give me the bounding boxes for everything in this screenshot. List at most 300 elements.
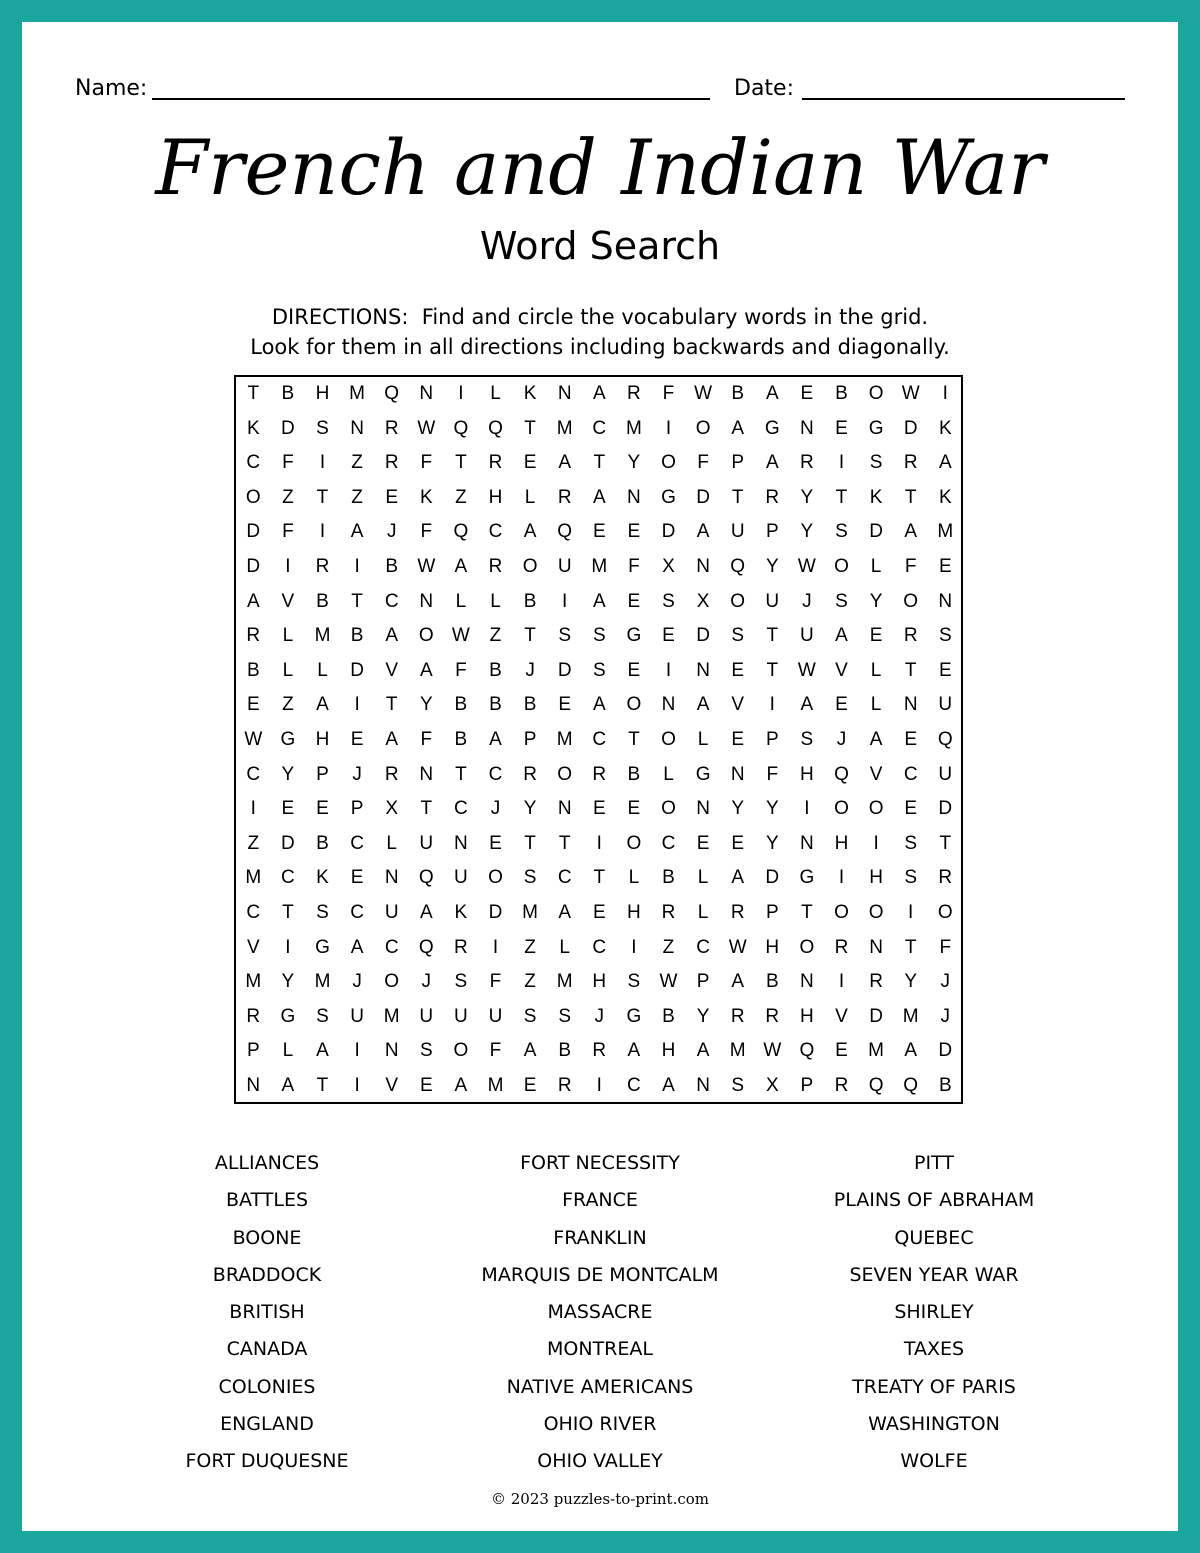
grid-letter[interactable]: O (868, 902, 884, 923)
grid-letter[interactable]: E (835, 1040, 848, 1062)
grid-letter[interactable]: A (316, 694, 329, 716)
grid-letter[interactable]: L (870, 694, 882, 716)
grid-letter[interactable]: D (246, 556, 261, 577)
grid-letter[interactable]: N (696, 556, 710, 577)
grid-letter[interactable]: E (489, 832, 502, 854)
grid-letter[interactable]: Z (351, 486, 363, 508)
grid-letter[interactable]: A (904, 521, 918, 543)
grid-letter[interactable]: X (696, 590, 710, 612)
grid-letter[interactable]: I (458, 383, 464, 404)
grid-letter[interactable]: U (557, 556, 572, 577)
grid-letter[interactable]: B (523, 590, 537, 612)
grid-letter[interactable]: D (765, 867, 780, 889)
grid-letter[interactable]: M (556, 971, 573, 993)
grid-letter[interactable]: A (419, 902, 433, 923)
grid-letter[interactable]: B (558, 1040, 572, 1062)
grid-letter[interactable]: O (730, 590, 746, 612)
grid-letter[interactable]: C (592, 729, 607, 750)
grid-letter[interactable]: R (246, 1005, 261, 1027)
grid-letter[interactable]: L (870, 556, 882, 577)
grid-letter[interactable]: V (246, 936, 260, 958)
grid-letter[interactable]: F (282, 452, 294, 474)
grid-letter[interactable]: S (904, 832, 918, 854)
grid-letter[interactable]: A (385, 625, 399, 647)
grid-letter[interactable]: R (834, 936, 849, 958)
grid-letter[interactable]: D (869, 521, 883, 543)
grid-letter[interactable]: W (728, 936, 747, 958)
grid-letter[interactable]: J (352, 763, 362, 785)
grid-letter[interactable]: S (558, 625, 572, 647)
grid-letter[interactable]: T (835, 486, 848, 508)
grid-letter[interactable]: M (556, 417, 573, 439)
grid-letter[interactable]: C (627, 1075, 641, 1096)
grid-letter[interactable]: E (627, 521, 641, 543)
grid-letter[interactable]: Y (800, 521, 814, 543)
grid-letter[interactable]: Y (765, 798, 779, 820)
grid-letter[interactable]: T (282, 902, 294, 923)
grid-letter[interactable]: S (938, 625, 952, 647)
grid-letter[interactable]: O (245, 486, 261, 508)
grid-letter[interactable]: N (419, 763, 434, 785)
grid-letter[interactable]: P (523, 729, 537, 750)
grid-letter[interactable]: N (661, 694, 676, 716)
grid-letter[interactable]: H (315, 729, 330, 750)
grid-letter[interactable]: X (765, 1075, 779, 1096)
grid-letter[interactable]: L (524, 486, 536, 508)
grid-letter[interactable]: E (627, 659, 641, 681)
grid-letter[interactable]: I (838, 867, 845, 889)
grid-letter[interactable]: P (350, 798, 364, 820)
grid-letter[interactable]: I (562, 590, 568, 612)
grid-letter[interactable]: F (904, 556, 917, 577)
grid-letter[interactable]: A (350, 936, 364, 958)
grid-letter[interactable]: S (454, 971, 468, 993)
grid-letter[interactable]: O (661, 729, 676, 750)
grid-letter[interactable]: B (385, 556, 399, 577)
grid-letter[interactable]: E (385, 486, 399, 508)
grid-letter[interactable]: T (628, 729, 640, 750)
grid-letter[interactable]: P (246, 1040, 260, 1062)
grid-letter[interactable]: M (245, 971, 262, 993)
grid-letter[interactable]: A (662, 1075, 675, 1096)
grid-letter[interactable]: D (696, 625, 710, 647)
grid-letter[interactable]: E (731, 659, 745, 681)
grid-letter[interactable]: J (386, 521, 397, 543)
grid-letter[interactable]: I (596, 1075, 602, 1096)
grid-letter[interactable]: T (247, 383, 260, 404)
grid-letter[interactable]: I (354, 694, 360, 716)
grid-letter[interactable]: J (421, 971, 432, 993)
grid-letter[interactable]: C (350, 902, 364, 923)
grid-letter[interactable]: Z (247, 832, 260, 854)
grid-letter[interactable]: I (769, 694, 775, 716)
grid-letter[interactable]: O (418, 625, 434, 647)
grid-letter[interactable]: U (938, 763, 953, 785)
grid-letter[interactable]: I (354, 556, 360, 577)
grid-letter[interactable]: R (315, 556, 330, 577)
grid-letter[interactable]: C (281, 867, 295, 889)
grid-letter[interactable]: R (488, 556, 503, 577)
grid-letter[interactable]: R (557, 486, 572, 508)
grid-letter[interactable]: C (661, 832, 676, 854)
grid-letter[interactable]: T (766, 659, 779, 681)
grid-letter[interactable]: E (904, 798, 918, 820)
grid-letter[interactable]: M (314, 971, 331, 993)
grid-letter[interactable]: E (350, 867, 364, 889)
grid-letter[interactable]: G (661, 486, 676, 508)
grid-letter[interactable]: O (557, 763, 573, 785)
grid-letter[interactable]: M (556, 729, 573, 750)
grid-letter[interactable]: G (280, 729, 296, 750)
grid-letter[interactable]: A (454, 556, 468, 577)
grid-letter[interactable]: K (938, 486, 952, 508)
grid-letter[interactable]: S (835, 521, 848, 543)
grid-letter[interactable]: S (800, 729, 814, 750)
grid-letter[interactable]: Z (455, 486, 467, 508)
grid-letter[interactable]: O (834, 798, 849, 820)
grid-letter[interactable]: I (285, 556, 291, 577)
grid-letter[interactable]: M (625, 417, 642, 439)
grid-letter[interactable]: Q (730, 556, 746, 577)
grid-letter[interactable]: A (316, 1040, 329, 1062)
grid-letter[interactable]: M (522, 902, 538, 923)
grid-letter[interactable]: T (731, 486, 744, 508)
grid-letter[interactable]: L (317, 659, 328, 681)
grid-letter[interactable]: I (354, 1075, 360, 1096)
grid-letter[interactable]: Y (800, 486, 814, 508)
grid-letter[interactable]: D (869, 1005, 883, 1027)
grid-letter[interactable]: Y (281, 763, 295, 785)
grid-letter[interactable]: W (244, 729, 263, 750)
grid-letter[interactable]: H (834, 832, 849, 854)
grid-letter[interactable]: F (628, 556, 640, 577)
grid-letter[interactable]: E (419, 1075, 433, 1096)
grid-letter[interactable]: E (938, 659, 952, 681)
grid-letter[interactable]: D (696, 486, 710, 508)
grid-letter[interactable]: A (592, 590, 606, 612)
grid-letter[interactable]: T (524, 832, 536, 854)
grid-letter[interactable]: N (557, 798, 572, 820)
grid-letter[interactable]: P (765, 729, 779, 750)
grid-letter[interactable]: S (731, 1075, 745, 1096)
grid-letter[interactable]: A (731, 971, 745, 993)
grid-letter[interactable]: Q (453, 417, 469, 439)
grid-letter[interactable]: L (697, 867, 709, 889)
grid-letter[interactable]: U (488, 1005, 503, 1027)
grid-letter[interactable]: S (592, 625, 606, 647)
grid-letter[interactable]: N (696, 1075, 710, 1096)
grid-letter[interactable]: U (454, 867, 468, 889)
grid-letter[interactable]: L (455, 590, 467, 612)
grid-letter[interactable]: K (454, 902, 468, 923)
grid-letter[interactable]: A (904, 1040, 918, 1062)
grid-letter[interactable]: O (626, 694, 642, 716)
grid-letter[interactable]: F (489, 971, 502, 993)
grid-letter[interactable]: N (800, 417, 814, 439)
grid-letter[interactable]: F (420, 729, 433, 750)
grid-letter[interactable]: O (661, 452, 676, 474)
grid-letter[interactable]: J (352, 971, 362, 993)
grid-letter[interactable]: N (419, 383, 434, 404)
grid-letter[interactable]: I (492, 936, 499, 958)
grid-letter[interactable]: E (246, 694, 260, 716)
grid-letter[interactable]: T (351, 590, 363, 612)
grid-letter[interactable]: S (869, 452, 883, 474)
grid-letter[interactable]: K (316, 867, 329, 889)
grid-letter[interactable]: D (488, 902, 503, 923)
grid-letter[interactable]: K (419, 486, 433, 508)
grid-letter[interactable]: A (350, 521, 364, 543)
grid-letter[interactable]: G (764, 417, 780, 439)
grid-letter[interactable]: W (797, 556, 816, 577)
grid-letter[interactable]: A (592, 383, 606, 404)
grid-letter[interactable]: O (695, 417, 711, 439)
grid-letter[interactable]: R (557, 1075, 572, 1096)
grid-letter[interactable]: M (245, 867, 262, 889)
grid-letter[interactable]: Y (869, 590, 883, 612)
grid-letter[interactable]: A (835, 625, 848, 647)
grid-letter[interactable]: V (385, 659, 399, 681)
grid-letter[interactable]: M (314, 625, 331, 647)
grid-letter[interactable]: S (316, 417, 329, 439)
grid-letter[interactable]: N (869, 936, 883, 958)
grid-letter[interactable]: T (593, 867, 606, 889)
grid-letter[interactable]: I (838, 452, 845, 474)
grid-letter[interactable]: W (763, 1040, 782, 1062)
grid-letter[interactable]: A (800, 694, 814, 716)
grid-letter[interactable]: D (281, 832, 295, 854)
grid-letter[interactable]: R (246, 625, 261, 647)
grid-letter[interactable]: A (696, 1040, 710, 1062)
grid-letter[interactable]: O (868, 383, 884, 404)
grid-letter[interactable]: Q (418, 867, 434, 889)
grid-letter[interactable]: A (696, 521, 710, 543)
grid-letter[interactable]: H (869, 867, 883, 889)
grid-letter[interactable]: A (489, 729, 502, 750)
grid-letter[interactable]: I (319, 521, 326, 543)
grid-letter[interactable]: I (596, 832, 602, 854)
grid-letter[interactable]: I (873, 832, 879, 854)
grid-letter[interactable]: W (417, 417, 436, 439)
grid-letter[interactable]: E (696, 832, 710, 854)
grid-letter[interactable]: S (316, 902, 329, 923)
grid-letter[interactable]: A (385, 729, 399, 750)
grid-letter[interactable]: U (454, 1005, 468, 1027)
grid-letter[interactable]: A (454, 1075, 468, 1096)
grid-letter[interactable]: O (834, 902, 849, 923)
grid-letter[interactable]: N (696, 659, 710, 681)
grid-letter[interactable]: A (523, 1040, 537, 1062)
grid-letter[interactable]: B (662, 867, 675, 889)
grid-letter[interactable]: A (523, 521, 537, 543)
grid-letter[interactable]: S (627, 971, 641, 993)
grid-letter[interactable]: I (804, 798, 810, 820)
grid-letter[interactable]: F (282, 521, 294, 543)
grid-letter[interactable]: B (489, 694, 502, 716)
grid-letter[interactable]: I (354, 1040, 360, 1062)
grid-letter[interactable]: B (316, 832, 329, 854)
grid-letter[interactable]: R (730, 902, 745, 923)
grid-letter[interactable]: N (730, 763, 745, 785)
name-field[interactable] (152, 98, 710, 100)
grid-letter[interactable]: L (490, 383, 501, 404)
grid-letter[interactable]: Y (765, 832, 779, 854)
grid-letter[interactable]: E (592, 902, 606, 923)
grid-letter[interactable]: I (665, 659, 672, 681)
grid-letter[interactable]: E (281, 798, 295, 820)
grid-letter[interactable]: A (869, 729, 883, 750)
grid-letter[interactable]: Y (281, 971, 295, 993)
grid-letter[interactable]: N (696, 798, 710, 820)
grid-letter[interactable]: C (246, 763, 261, 785)
grid-letter[interactable]: O (834, 556, 849, 577)
grid-letter[interactable]: M (591, 556, 608, 577)
grid-letter[interactable]: L (697, 729, 709, 750)
grid-letter[interactable]: C (488, 521, 503, 543)
grid-letter[interactable]: B (489, 659, 502, 681)
grid-letter[interactable]: E (523, 452, 537, 474)
grid-letter[interactable]: K (938, 417, 952, 439)
grid-letter[interactable]: Z (282, 694, 294, 716)
grid-letter[interactable]: V (835, 1005, 848, 1027)
grid-letter[interactable]: U (938, 694, 953, 716)
grid-letter[interactable]: Q (868, 1075, 884, 1096)
grid-letter[interactable]: N (384, 1040, 399, 1062)
grid-letter[interactable]: H (800, 1005, 814, 1027)
grid-letter[interactable]: R (592, 763, 607, 785)
grid-letter[interactable]: O (453, 1040, 469, 1062)
grid-letter[interactable]: B (662, 1005, 675, 1027)
grid-letter[interactable]: T (904, 936, 917, 958)
grid-letter[interactable]: L (490, 590, 501, 612)
grid-letter[interactable]: E (800, 383, 814, 404)
grid-letter[interactable]: O (626, 832, 642, 854)
grid-letter[interactable]: B (835, 383, 848, 404)
grid-letter[interactable]: S (731, 625, 745, 647)
grid-letter[interactable]: U (419, 832, 434, 854)
grid-letter[interactable]: B (731, 383, 745, 404)
grid-letter[interactable]: B (454, 694, 468, 716)
grid-letter[interactable]: R (661, 902, 676, 923)
grid-letter[interactable]: J (525, 659, 535, 681)
grid-letter[interactable]: V (731, 694, 745, 716)
grid-letter[interactable]: D (281, 417, 295, 439)
grid-letter[interactable]: I (631, 936, 637, 958)
grid-letter[interactable]: J (940, 971, 951, 993)
grid-letter[interactable]: Y (731, 798, 745, 820)
grid-letter[interactable]: Y (627, 452, 641, 474)
grid-letter[interactable]: U (765, 590, 780, 612)
grid-letter[interactable]: I (942, 383, 948, 404)
grid-letter[interactable]: I (908, 902, 914, 923)
grid-letter[interactable]: H (592, 971, 607, 993)
grid-letter[interactable]: F (420, 521, 433, 543)
grid-letter[interactable]: T (904, 486, 917, 508)
grid-letter[interactable]: R (627, 383, 641, 404)
grid-letter[interactable]: K (246, 417, 260, 439)
grid-letter[interactable]: Q (418, 936, 434, 958)
grid-letter[interactable]: J (836, 729, 847, 750)
grid-letter[interactable]: H (315, 383, 330, 404)
grid-letter[interactable]: L (282, 625, 294, 647)
grid-letter[interactable]: J (490, 798, 501, 820)
grid-letter[interactable]: G (315, 936, 330, 958)
grid-letter[interactable]: O (799, 936, 815, 958)
grid-letter[interactable]: T (524, 417, 536, 439)
grid-letter[interactable]: V (835, 659, 848, 681)
grid-letter[interactable]: J (940, 1005, 951, 1027)
grid-letter[interactable]: Z (524, 936, 536, 958)
grid-letter[interactable]: V (281, 590, 295, 612)
grid-letter[interactable]: N (800, 832, 814, 854)
grid-letter[interactable]: R (592, 1040, 607, 1062)
grid-letter[interactable]: E (835, 417, 848, 439)
grid-letter[interactable]: R (938, 867, 953, 889)
grid-letter[interactable]: T (801, 902, 813, 923)
grid-letter[interactable]: B (523, 694, 537, 716)
grid-letter[interactable]: S (523, 867, 537, 889)
grid-letter[interactable]: F (662, 383, 675, 404)
date-field[interactable] (802, 98, 1125, 100)
grid-letter[interactable]: P (316, 763, 329, 785)
grid-letter[interactable]: D (350, 659, 364, 681)
grid-letter[interactable]: A (281, 1075, 295, 1096)
grid-letter[interactable]: B (281, 383, 295, 404)
grid-letter[interactable]: Y (904, 971, 918, 993)
grid-letter[interactable]: F (939, 936, 952, 958)
grid-letter[interactable]: W (901, 383, 920, 404)
grid-letter[interactable]: E (731, 729, 745, 750)
grid-letter[interactable]: A (419, 659, 433, 681)
grid-letter[interactable]: A (558, 902, 572, 923)
grid-letter[interactable]: U (800, 625, 814, 647)
grid-letter[interactable]: A (765, 383, 779, 404)
grid-letter[interactable]: O (661, 798, 676, 820)
grid-letter[interactable]: E (523, 1075, 537, 1096)
grid-letter[interactable]: N (419, 590, 434, 612)
grid-letter[interactable]: O (937, 902, 953, 923)
grid-letter[interactable]: K (869, 486, 883, 508)
grid-letter[interactable]: H (661, 1040, 676, 1062)
grid-letter[interactable]: O (522, 556, 538, 577)
grid-letter[interactable]: C (557, 867, 572, 889)
grid-letter[interactable]: A (592, 486, 606, 508)
grid-letter[interactable]: F (455, 659, 467, 681)
grid-letter[interactable]: P (765, 521, 779, 543)
grid-letter[interactable]: N (903, 694, 918, 716)
grid-letter[interactable]: B (316, 590, 329, 612)
grid-letter[interactable]: U (419, 1005, 434, 1027)
grid-letter[interactable]: G (868, 417, 884, 439)
grid-letter[interactable]: X (662, 556, 675, 577)
grid-letter[interactable]: J (802, 590, 812, 612)
grid-letter[interactable]: P (696, 971, 710, 993)
grid-letter[interactable]: T (455, 452, 467, 474)
grid-letter[interactable]: S (558, 1005, 572, 1027)
grid-letter[interactable]: R (384, 763, 399, 785)
grid-letter[interactable]: L (559, 936, 570, 958)
grid-letter[interactable]: C (592, 936, 607, 958)
grid-letter[interactable]: C (592, 417, 607, 439)
grid-letter[interactable]: G (626, 625, 642, 647)
grid-letter[interactable]: M (383, 1005, 400, 1027)
grid-letter[interactable]: B (627, 763, 641, 785)
grid-letter[interactable]: L (663, 763, 674, 785)
grid-letter[interactable]: T (420, 798, 433, 820)
grid-letter[interactable]: T (939, 832, 952, 854)
grid-letter[interactable]: W (417, 556, 436, 577)
grid-letter[interactable]: E (869, 625, 883, 647)
